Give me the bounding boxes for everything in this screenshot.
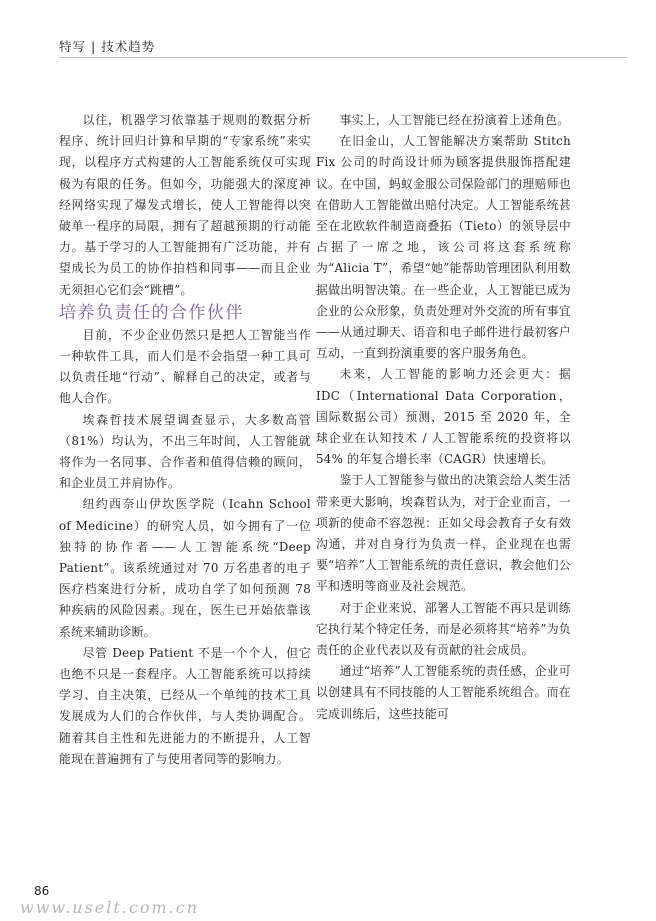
paragraph: 埃森哲技术展望调查显示，大多数高管（81%）均认为，不出三年时间，人工智能就将作为一名同事、合作者和值得信赖的顾问，和企业员工并肩协作。 — [59, 412, 311, 491]
paragraph: 未来，人工智能的影响力还会更大：据 IDC（International Data Corporation，国际数据公司）预测，2015 至 2020 年，全球企业在认知技术 / 人工智能系统的投资将以 54% 的年复合增长率（CAGR）快速增长。 — [316, 367, 571, 467]
paragraph: 在旧金山，人工智能解决方案帮助 Stitch Fix 公司的时尚设计师为顾客提供服饰搭配建议。在中国，蚂蚁金服公司保险部门的理赔师也在借助人工智能做出赔付决定。人工智能系统甚至在北欧软件制造商叠拓（Tieto）的领导层中占据了一席之地，该公司将这套系统称为“Alicia T”，希望“她”能帮助管理团队利用数据做出明智决策。在一些企业，人工智能已成为企业的公众形象，负责处理对外交流的所有事宜——从通过聊天、语音和电子邮件进行最初客户互动，一直到扮演重要的客户服务角色。 — [316, 134, 571, 361]
paragraph: 目前，不少企业仍然只是把人工智能当作一种软件工具，而人们是不会指望一种工具可以负责任地“行动”、解释自己的决定，或者与他人合作。 — [59, 327, 311, 406]
paragraph: 鉴于人工智能参与做出的决策会给人类生活带来更大影响，埃森哲认为，对于企业而言，一项新的使命不容忽视：正如父母会教育子女有效沟通，并对自身行为负责一样，企业现在也需要“培养”人工智能系统的责任意识，教会他们公平和透明等商业及社会规范。 — [316, 473, 571, 594]
paragraph: 通过“培养”人工智能系统的责任感，企业可以创建具有不同技能的人工智能系统组合。而在完成训练后，这些技能可 — [316, 664, 571, 721]
paragraph: 对于企业来说，部署人工智能不再只是训练它执行某个特定任务，而是必须将其“培养”为负责任的企业代表以及有贡献的社会成员。 — [316, 600, 571, 658]
page-number: 86 — [34, 884, 50, 898]
header-divider — [59, 57, 627, 58]
header-topic: 技术趋势 — [101, 39, 156, 54]
left-column — [59, 110, 311, 770]
header-section: 特写 — [59, 39, 87, 54]
section-title: 培养负责任的合作伙伴 — [59, 302, 244, 323]
header-separator: | — [91, 39, 97, 54]
paragraph: 尽管 Deep Patient 不是一个个人，但它也绝不只是一套程序。人工智能系统可以持续学习、自主决策，已经从一个单纯的技术工具发展成为人们的合作伙伴，与人类协调配合。随着其自主性和先进能力的不断提升，人工智能现在普遍拥有了与使用者同等的影响力。 — [59, 645, 311, 766]
running-header — [59, 37, 155, 55]
paragraph: 以往，机器学习依靠基于规则的数据分析程序、统计回归计算和早期的“专家系统”来实现，以程序方式构建的人工智能系统仅可实现极为有限的任务。但如今，功能强大的深度神经网络实现了爆发式增长，使人工智能得以突破单一程序的局限，拥有了超越预期的行动能力。基于学习的人工智能拥有广泛功能，并有望成长为员工的协作拍档和同事——而且企业无须担心它们会“跳槽”。 — [59, 113, 311, 297]
right-column — [316, 110, 571, 725]
watermark: www.uselt.com.cn — [20, 898, 200, 917]
paragraph: 纽约西奈山伊坎医学院（Icahn School of Medicine）的研究人员，如今拥有了一位独特的协作者——人工智能系统“Deep Patient”。该系统通过对 70 万名患者的电子医疗档案进行分析，成功自学了如何预测 78 种疾病的风险因素。现在，医生已开始依靠该系统来辅助诊断。 — [59, 497, 311, 639]
paragraph: 事实上，人工智能已经在扮演着上述角色。 — [339, 113, 570, 127]
